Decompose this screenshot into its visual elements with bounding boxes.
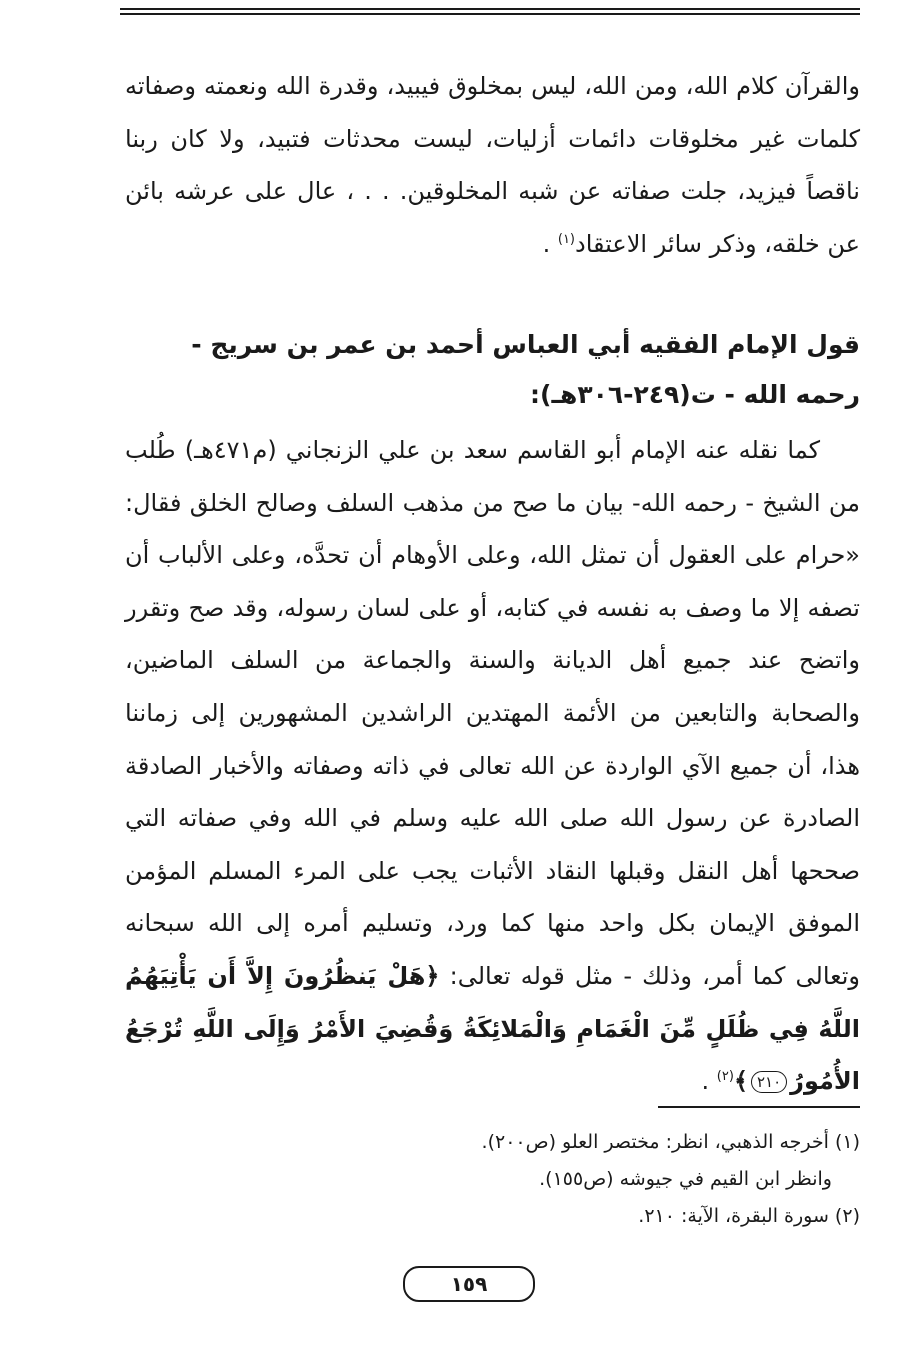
paragraph-end: . [542, 229, 558, 258]
footnote-ref-1[interactable]: (١) [557, 231, 575, 247]
quran-brace-open: ﴿ [425, 961, 440, 990]
paragraph-text: والقرآن كلام الله، ومن الله، ليس بمخلوق فيبيد، وقدرة الله ونعمته وصفاته كلمات غير مخلوقات دائمات أزليات، ليست محدثات فتبيد، ولا كان ربنا ناقصاً فيزيد، جلت صفاته عن شبه المخلوقين. . . ، عال على عرشه بائن عن خلقه، وذكر سائر الاعتقاد [125, 72, 860, 258]
quran-brace-close: ﴾ [733, 1067, 748, 1096]
footnote-item-1-continued: وانظر ابن القيم في جيوشه (ص١٥٥). [539, 1168, 832, 1190]
paragraph-ibn-surayj [125, 424, 860, 1108]
paragraph-text: كما نقله عنه الإمام أبو القاسم سعد بن علي الزنجاني (م٤٧١هـ) طُلب من الشيخ - رحمه الله- بيان ما صح من مذهب السلف وصالح الخلق فقال: «حرام على العقول أن تمثل الله، وعلى الأوهام أن تحدَّه، وعلى الألباب أن تصفه إلا ما وصف به نفسه في كتابه، أو على لسان رسوله، وقد صح وتقرر واتضح عند جميع أهل الديانة والسنة والجماعة من السلف الماضين، والصحابة والتابعين من الأئمة المهتدين الراشدين المشهورين إلى زماننا هذا، أن جميع الآي الواردة عن الله تعالى في ذاته وصفاته والأخبار الصادقة الصادرة عن رسول الله صلى الله عليه وسلم في الله وفي صفاته التي صححها أهل النقل وقبلها النقاد الأثبات يجب على المرء المسلم المؤمن الموفق الإيمان بكل واحد منها كما ورد، وتسليم أمره إلى الله سبحانه وتعالى كما أمر، وذلك - مثل قوله تعالى: [125, 436, 861, 990]
quran-verse: هَلْ يَنظُرُونَ إِلاَّ أَن يَأْتِيَهُمُ اللَّهُ فِي ظُلَلٍ مِّنَ الْغَمَامِ وَالْمَلائِكَةُ وَقُضِيَ الأَمْرُ وَإِلَى اللَّهِ تُرْجَعُ الأُمُورُ [125, 961, 860, 1096]
paragraph-end: . [701, 1067, 717, 1096]
page-number: ١٥٩ [403, 1266, 535, 1302]
header-rule [120, 8, 860, 10]
footnote-item-2: (٢) سورة البقرة، الآية: ٢١٠. [638, 1205, 860, 1227]
footnote-item-1: (١) أخرجه الذهبي، انظر: مختصر العلو (ص٢٠٠). [481, 1131, 860, 1153]
section-heading: قول الإمام الفقيه أبي العباس أحمد بن عمر بن سريج - رحمه الله - ت(٢٤٩-٣٠٦هـ): [191, 330, 860, 409]
footnote-ref-2[interactable]: (٢) [716, 1069, 734, 1085]
ayah-number-badge: ٢١٠ [751, 1071, 787, 1093]
paragraph-creed-ending [125, 60, 860, 270]
footnote-separator [658, 1106, 860, 1108]
header-rule-inner [120, 13, 860, 15]
footnotes [125, 1124, 860, 1235]
